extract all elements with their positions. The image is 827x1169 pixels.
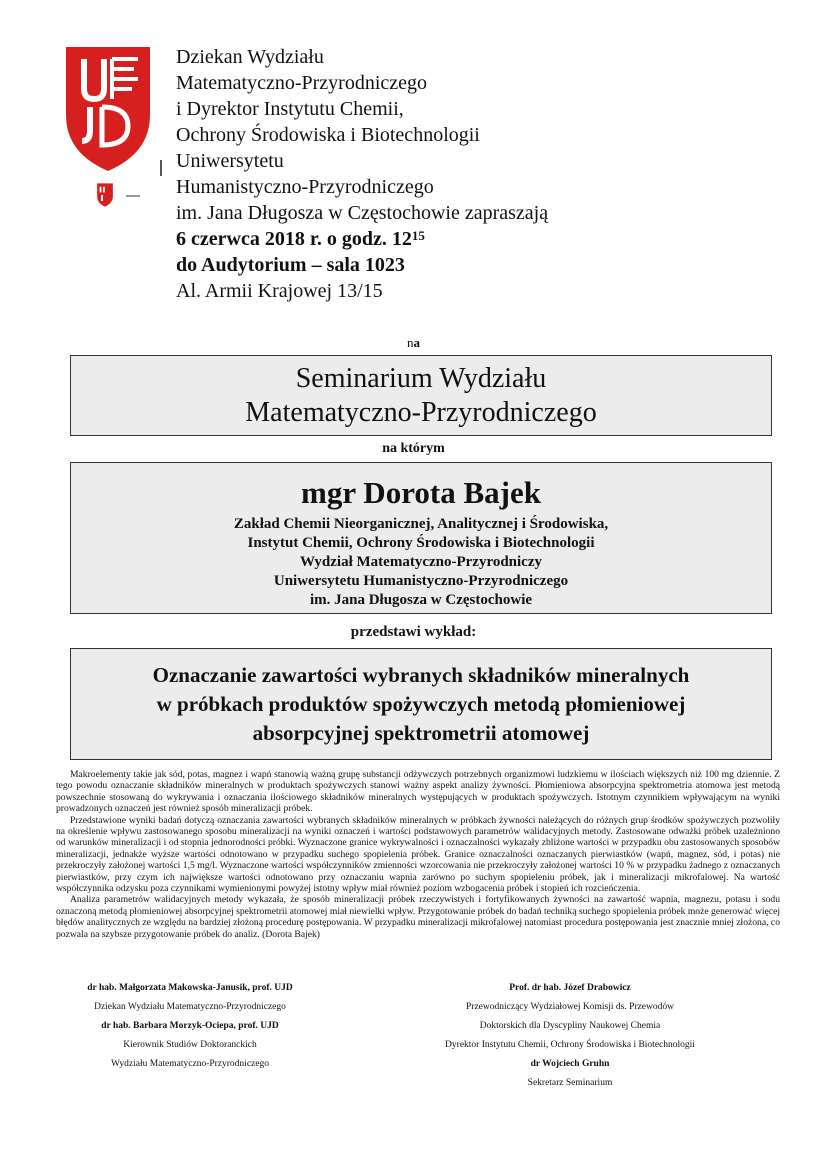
event-time-minutes: 15 [411,228,425,243]
signatory-name: dr Wojciech Gruhn [530,1059,610,1069]
lecture-title-line: w próbkach produktów spożywczych metodą płomieniowej [156,692,686,716]
lecture-title-line: absorpcyjnej spektrometrii atomowej [252,721,590,745]
small-shield-logo [96,183,114,207]
signatory-name: dr hab. Małgorzata Makowska-Janusik, prof. UJD [87,983,293,993]
na-ktorym-label: na którym [382,441,445,456]
affiliation-line: Instytut Chemii, Ochrony Środowiska i Biotechnologii [247,535,595,551]
signatory-role: Kierownik Studiów Doktoranckich [123,1040,257,1050]
signatory-role: Sekretarz Seminarium [527,1078,613,1088]
header-line: Dziekan Wydziału [176,46,324,68]
event-date [176,226,696,252]
affiliation-line: Zakład Chemii Nieorganicznej, Analitycznej i Środowiska, [233,516,609,532]
header-line: Ochrony Środowiska i Biotechnologii [176,124,480,146]
header-line: i Dyrektor Instytutu Chemii, [176,98,404,120]
na-connector [0,335,827,351]
header-line: Uniwersytetu [176,150,284,172]
na-bold: a [413,335,420,350]
signatory-name: Prof. dr hab. Józef Drabowicz [509,983,631,993]
affiliation-line: im. Jana Długosza w Częstochowie [309,592,533,608]
signatory-role: Przewodniczący Wydziałowej Komisji ds. Przewodów [466,1002,674,1012]
abstract-paragraph: Przedstawione wyniki badań dotyczą oznaczania zawartości wybranych składników mineralnych w próbkach żywności należących do różnych grup środków spożywczych pozwoliły na określenie wpływu zastosowanego sposobu mineralizacji na wyniki oznaczeń i wartości podstawowych parametrów walidacyjnych metody. Zastosowane odważki próbek uzależniono od warunków mineralizacji i od stopnia jednorodności próbki. Wyznaczone granice wykrywalności i oznaczalności wykazały zbliżone wartości w przypadku obu zastosowanych sposobów mineralizacji, jednakże wyższe wartości odnotowano w przypadku suchego spopielenia próbek. Granice oznaczalności oznaczanych pierwiastków (wapń, magnez, sód, i potas) nie przekroczyły założonej wartości 1,5 mg/l. Wyznaczone wartości współczynników zmienności wzorcowania nie przekroczyły założonej wartości 10 % w przypadku żadnego z oznaczanych pierwiastków, przy czym ich największe wartości odnotowano przy oznaczaniu wapnia zarówno po suchym spopieleniu próbek, jak i mineralizacji mikrofalowej. Na wartość współczynnika odzysku poza czynnikami wymienionymi powyżej istotny wpływ miał również poziom wzbogacenia próbek i stopień ich rozcieńczenia. [56,814,780,895]
affiliation-line: Uniwersytetu Humanistyczno-Przyrodniczego [273,573,569,589]
logo-separator-mark [160,160,162,176]
header-line: Matematyczno-Przyrodniczego [176,72,428,94]
seminar-title-line: Seminarium Wydziału [295,363,547,394]
affiliation-line: Wydział Matematyczno-Przyrodniczy [299,554,542,570]
seminar-title-box [70,355,772,436]
signatory-name: dr hab. Barbara Morzyk-Ociepa, prof. UJD [101,1021,279,1031]
seminar-title-line: Matematyczno-Przyrodniczego [245,397,597,428]
speaker-name: mgr Dorota Bajek [301,475,541,510]
speaker-box [70,462,772,614]
signatory-role: Wydziału Matematyczno-Przyrodniczego [111,1059,269,1069]
event-address: Al. Armii Krajowej 13/15 [176,280,383,302]
abstract-paragraph: Analiza parametrów walidacyjnych metody wykazała, że sposób mineralizacji próbek rzeczywistych i fortyfikowanych żywności na zawartość wapnia, magnezu, potasu i sodu oznaczoną metodą płomieniowej absorpcyjnej spektrometrii atomowej miał niewielki wpływ. Przygotowanie próbek do badań techniką suchego spopielenia próbek może generować więcej błędów analitycznych ze względu na bardziej złożoną procedurę postępowania. W przypadku mineralizacji mikrofalowej natomiast procedura postępowania jest znacznie mniej złożona, co pozwala na szybsze przygotowanie próbek do analiz. (Dorota Bajek) [56,894,780,940]
header-line: Humanistyczno-Przyrodniczego [176,176,434,198]
na-small: n [407,335,414,350]
przedstawi-label: przedstawi wykład: [350,624,477,640]
invitation-header [176,44,696,304]
header-line: im. Jana Długosza w Częstochowie zapraszają [176,202,549,224]
lecture-title-box [70,648,772,760]
event-date-text: 6 czerwca 2018 r. o godz. 12 [176,228,412,250]
signatures-right [400,979,740,1093]
signatory-role: Doktorskich dla Dyscypliny Naukowej Chemia [479,1021,661,1031]
abstract [56,769,780,940]
signatory-role: Dyrektor Instytutu Chemii, Ochrony Środowiska i Biotechnologii [445,1040,695,1050]
event-place: do Audytorium – sala 1023 [176,254,405,276]
logo-caption-mark [126,195,140,197]
university-shield-logo [62,45,154,173]
signatory-role: Dziekan Wydziału Matematyczno-Przyrodniczego [94,1002,286,1012]
abstract-paragraph: Makroelementy takie jak sód, potas, magnez i wapń stanowią ważną grupę substancji odżywczych potrzebnych organizmowi ludzkiemu w ilościach większych niż 100 mg dziennie. Z tego powodu oznaczanie składników mineralnych w produktach spożywczych stanowi ważny aspekt analizy żywności. Płomieniowa absorpcyjna spektrometria atomowa jest metodą powszechnie stosowaną do wykrywania i oznaczania ilościowego składników mineralnych występujących w produktach spożywczych. Istotnym czynnikiem wpływającym na wyniki prowadzonych oznaczeń jest również sposób mineralizacji próbek. [56,769,780,815]
speaker-affiliation [71,515,771,610]
lecture-title-line: Oznaczanie zawartości wybranych składników mineralnych [152,663,690,687]
signatures-left [20,979,360,1074]
